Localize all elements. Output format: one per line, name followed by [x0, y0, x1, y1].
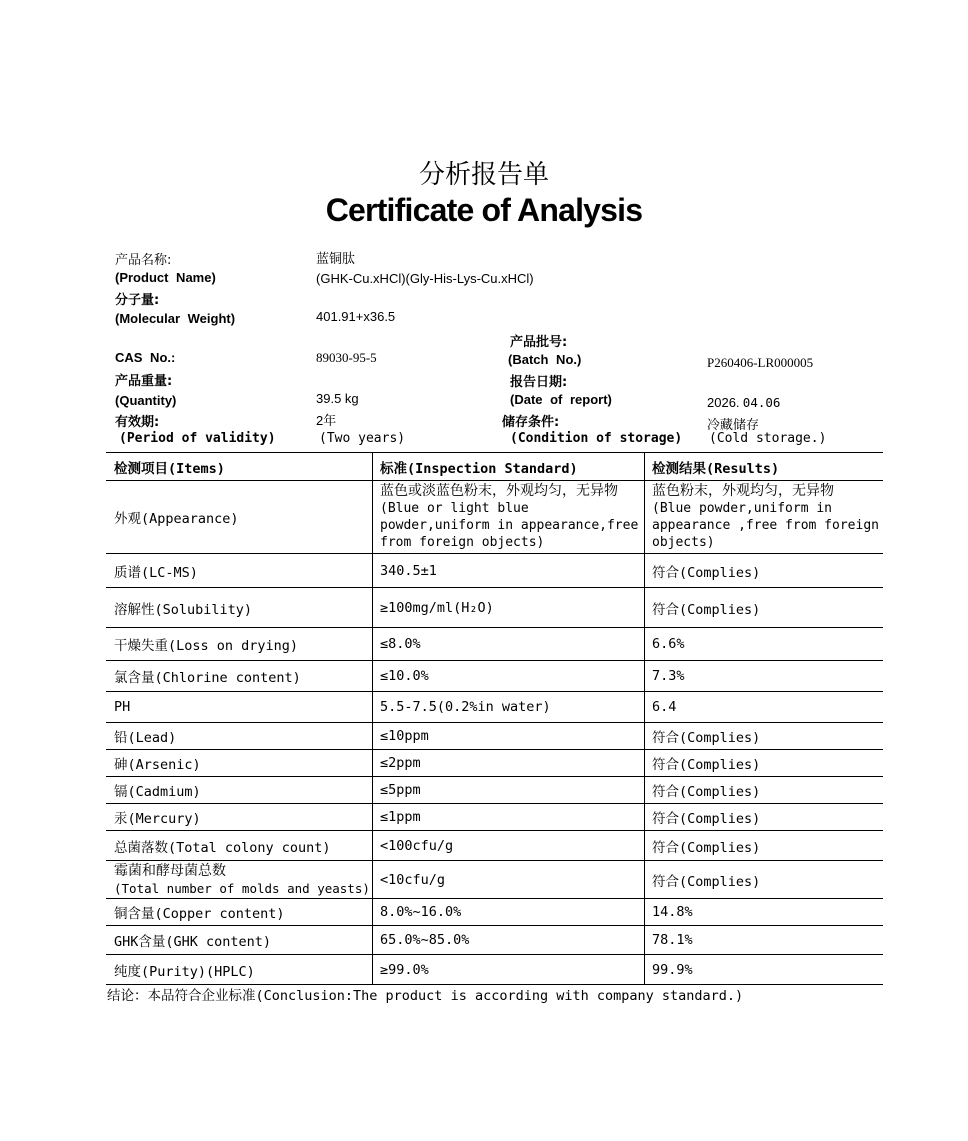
- validity-label-en: (Period of validity): [119, 431, 276, 446]
- appearance-item: 外观(Appearance): [114, 511, 239, 527]
- storage-label-en: (Condition of storage): [510, 431, 683, 446]
- row-standard: 8.0%~16.0%: [372, 899, 644, 925]
- row-item: 铜含量(Copper content): [114, 906, 285, 922]
- row-result: 符合(Complies): [644, 750, 883, 776]
- batch-label-zh: 产品批号:: [510, 335, 568, 350]
- table-row-appearance: [106, 481, 883, 554]
- row-item: 溶解性(Solubility): [114, 601, 253, 618]
- storage-value-en: (Cold storage.): [709, 431, 827, 446]
- batch-label-en: (Batch No.): [508, 352, 582, 367]
- row-standard: ≤5ppm: [372, 777, 644, 803]
- table-row: [106, 955, 883, 985]
- molecular-weight-label-zh: 分子量:: [115, 293, 160, 308]
- quantity-value: 39.5 kg: [316, 391, 359, 406]
- report-date-label-en: (Date of report): [510, 392, 612, 407]
- row-standard: ≤8.0%: [372, 628, 644, 660]
- molds-standard: <10cfu/g: [372, 861, 644, 898]
- analysis-table: [106, 452, 883, 985]
- row-item: 汞(Mercury): [114, 811, 201, 827]
- row-result: 符合(Complies): [644, 723, 883, 749]
- row-standard: 340.5±1: [372, 554, 644, 587]
- report-date-value: [707, 395, 780, 411]
- table-row: [106, 750, 883, 777]
- table-row: [106, 554, 883, 588]
- table-row: [106, 661, 883, 692]
- product-name-value-zh: 蓝铜肽: [316, 252, 356, 267]
- table-row: [106, 692, 883, 723]
- row-item: 铅(Lead): [114, 730, 177, 746]
- row-result: 78.1%: [644, 926, 883, 954]
- validity-value-en: (Two years): [319, 431, 406, 446]
- row-item: 质谱(LC-MS): [114, 564, 198, 581]
- report-date-year: 2026.: [707, 395, 740, 410]
- row-item: 镉(Cadmium): [114, 784, 201, 800]
- header-results: 检测结果(Results): [644, 453, 883, 480]
- report-date-label-zh: 报告日期:: [510, 375, 568, 390]
- row-result: 符合(Complies): [644, 777, 883, 803]
- table-row: [106, 588, 883, 628]
- table-row: [106, 899, 883, 926]
- table-row: [106, 831, 883, 861]
- row-result: 符合(Complies): [644, 831, 883, 860]
- quantity-label-zh: 产品重量:: [115, 374, 173, 389]
- header-items: 检测项目(Items): [114, 460, 225, 477]
- row-result: 7.3%: [644, 661, 883, 691]
- validity-value-zh: 2年: [316, 413, 337, 428]
- storage-label-zh: 储存条件:: [502, 415, 560, 430]
- row-result: 符合(Complies): [644, 804, 883, 830]
- report-date-month-day: 04.06: [742, 395, 781, 410]
- table-row: [106, 804, 883, 831]
- row-standard: ≥100mg/ml(H₂O): [372, 588, 644, 627]
- table-row: [106, 777, 883, 804]
- row-item: 氯含量(Chlorine content): [114, 670, 301, 686]
- product-name-label-en: (Product Name): [115, 270, 216, 285]
- validity-label-zh: 有效期:: [115, 415, 160, 430]
- row-standard: ≤1ppm: [372, 804, 644, 830]
- batch-value: P260406-LR000005: [707, 355, 814, 370]
- row-item: 纯度(Purity)(HPLC): [114, 963, 255, 980]
- row-standard: 65.0%~85.0%: [372, 926, 644, 954]
- header-standard: 标准(Inspection Standard): [372, 453, 644, 480]
- molecular-weight-value: 401.91+x36.5: [316, 309, 396, 324]
- table-header-row: [106, 452, 883, 481]
- molds-item: 霉菌和酵母菌总数 (Total number of molds and yeasts): [114, 862, 370, 896]
- row-item: PH: [114, 699, 131, 715]
- product-name-value-en: (GHK-Cu.xHCl)(Gly-His-Lys-Cu.xHCl): [316, 271, 534, 286]
- row-standard: 5.5-7.5(0.2%in water): [372, 692, 644, 722]
- product-name-label-zh: 产品名称:: [115, 253, 172, 268]
- cas-label: CAS No.:: [115, 350, 176, 365]
- row-standard: ≥99.0%: [372, 955, 644, 984]
- row-standard: <100cfu/g: [372, 831, 644, 860]
- row-result: 6.4: [644, 692, 883, 722]
- row-standard: ≤10ppm: [372, 723, 644, 749]
- table-row: [106, 926, 883, 955]
- quantity-label-en: (Quantity): [115, 393, 177, 408]
- row-standard: ≤10.0%: [372, 661, 644, 691]
- row-result: 99.9%: [644, 955, 883, 984]
- table-row: [106, 628, 883, 661]
- molds-result: 符合(Complies): [644, 861, 883, 898]
- row-item: GHK含量(GHK content): [114, 934, 272, 950]
- row-item: 总菌落数(Total colony count): [114, 839, 331, 856]
- cas-value: 89030-95-5: [316, 350, 377, 365]
- row-standard: ≤2ppm: [372, 750, 644, 776]
- appearance-standard: 蓝色或淡蓝色粉末，外观均匀，无异物 (Blue or light blue powder,uniform in appearance,free from foreign objects): [372, 481, 644, 553]
- table-row: [106, 723, 883, 750]
- row-item: 砷(Arsenic): [114, 757, 201, 773]
- row-result: 符合(Complies): [644, 588, 883, 627]
- table-row-molds: [106, 861, 883, 899]
- page-title-chinese: 分析报告单: [418, 160, 549, 190]
- row-result: 符合(Complies): [644, 554, 883, 587]
- conclusion-text: 结论：本品符合企业标准(Conclusion:The product is according with company standard.): [107, 988, 744, 1004]
- molecular-weight-label-en: (Molecular Weight): [115, 311, 236, 326]
- row-result: 14.8%: [644, 899, 883, 925]
- appearance-result: 蓝色粉末，外观均匀，无异物 (Blue powder,uniform in appearance ,free from foreign objects): [644, 481, 883, 553]
- row-result: 6.6%: [644, 628, 883, 660]
- storage-value-zh: 冷藏储存: [707, 418, 760, 433]
- page-title-english: Certificate of Analysis: [325, 192, 643, 228]
- row-item: 干燥失重(Loss on drying): [114, 638, 299, 654]
